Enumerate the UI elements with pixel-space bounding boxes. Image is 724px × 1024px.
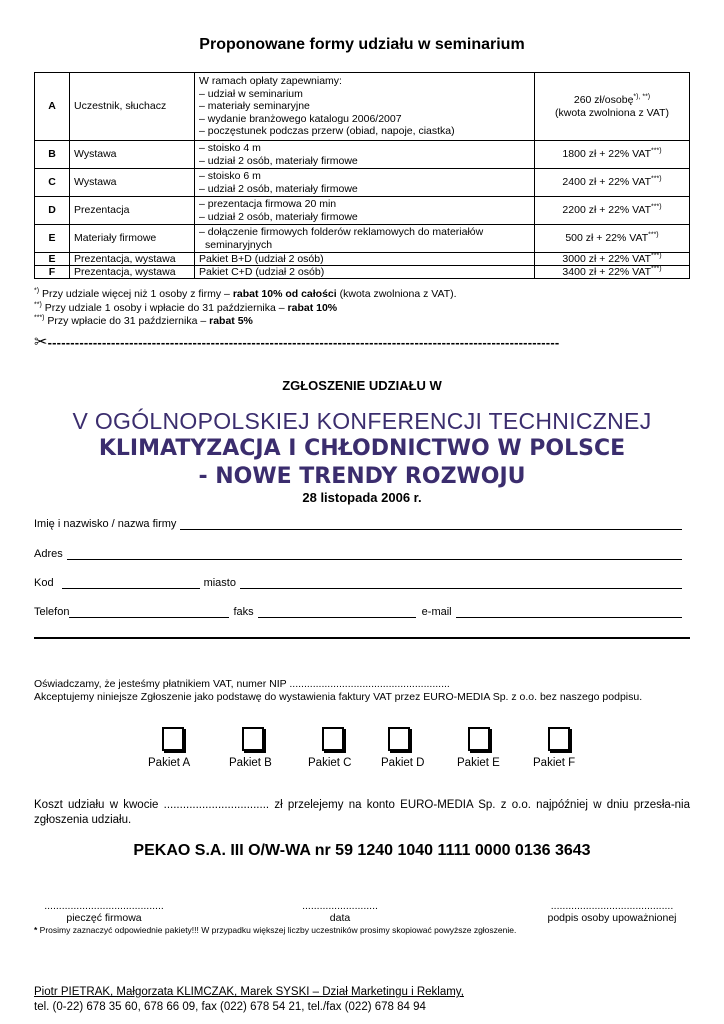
address-row — [34, 548, 686, 560]
offer-type: Prezentacja — [70, 197, 195, 225]
offer-type: Materiały firmowe — [70, 225, 195, 253]
offer-title: Proponowane formy udziału w seminarium — [199, 36, 525, 53]
offer-description — [195, 266, 535, 279]
description-line: – udział 2 osób, materiały firmowe — [199, 154, 358, 167]
offer-type: Prezentacja, wystawa — [70, 253, 195, 266]
package-checkbox[interactable] — [388, 727, 410, 751]
description-line: – udział 2 osób, materiały firmowe — [199, 210, 358, 223]
offer-description — [195, 253, 535, 266]
description-line: – stoisko 4 m — [199, 142, 261, 154]
package-label: Pakiet B — [229, 757, 272, 769]
description-line: – materiały seminaryjne — [199, 100, 310, 113]
note-1: *) Przy udziale więcej niż 1 osoby z firmy – rabat 10% od całości (kwota zwolniona z VAT). — [34, 287, 457, 300]
form-divider — [34, 637, 690, 639]
description-line: – poczęstunek podczas przerw (obiad, napoje, ciastka) — [199, 125, 455, 138]
offer-table — [34, 72, 690, 279]
description-line: – udział 2 osób, materiały firmowe — [199, 182, 358, 195]
discount-notes — [34, 288, 457, 329]
offer-row — [35, 197, 690, 225]
offer-price: 2400 zł + 22% VAT***) — [535, 169, 690, 197]
offer-row — [35, 169, 690, 197]
contact-names: Piotr PIETRAK, Małgorzata KLIMCZAK, Marek SYSKI – Dział Marketingu i Reklamy, — [34, 986, 464, 998]
description-line: W ramach opłaty zapewniamy: — [199, 75, 342, 88]
offer-row — [35, 141, 690, 169]
offer-row — [35, 73, 690, 141]
name-row — [34, 518, 686, 530]
description-line: – udział w seminarium — [199, 87, 303, 100]
conference-line-1: V OGÓLNOPOLSKIEJ KONFERENCJI TECHNICZNEJ — [72, 408, 652, 434]
declaration-line-1: Oświadczamy, że jesteśmy płatnikiem VAT, numer NIP ....................................................... — [34, 678, 450, 690]
offer-code: B — [35, 141, 70, 169]
offer-code: F — [35, 266, 70, 279]
date-label: data — [329, 912, 351, 924]
package-label: Pakiet C — [308, 757, 352, 769]
city-label: miasto — [203, 577, 236, 589]
package-checkbox[interactable] — [468, 727, 490, 751]
offer-price: 260 zł/osobę*), **) (kwota zwolniona z VAT) — [535, 73, 690, 141]
phone-label: Telefon — [34, 606, 70, 618]
note-3: ***) Przy wpłacie do 31 października – rabat 5% — [34, 314, 253, 327]
description-line: seminaryjnych — [205, 238, 273, 251]
offer-description — [195, 225, 535, 253]
description-line: Pakiet B+D (udział 2 osób) — [199, 252, 324, 265]
bank-account: PEKAO S.A. III O/W-WA nr 59 1240 1040 1111 0000 0136 3643 — [133, 842, 591, 859]
description-line: – prezentacja firmowa 20 min — [199, 198, 337, 210]
description-line: – wydanie branżowego katalogu 2006/2007 — [199, 112, 402, 125]
package-checkbox[interactable] — [162, 727, 184, 751]
note-2: **) Przy udziale 1 osoby i wpłacie do 31 października – rabat 10% — [34, 301, 338, 314]
zip-label: Kod — [34, 577, 54, 589]
declaration-line-2: Akceptujemy niniejsze Zgłoszenie jako podstawę do wystawienia faktury VAT przez EURO-MEDIA Sp. z o.o. bez naszego podpisu. — [34, 691, 643, 703]
address-label: Adres — [34, 548, 63, 560]
description-line: – stoisko 6 m — [199, 170, 261, 182]
offer-description — [195, 73, 535, 141]
offer-price: 3000 zł + 22% VAT***) — [535, 253, 690, 266]
offer-type: Wystawa — [70, 169, 195, 197]
declaration — [34, 678, 642, 704]
offer-type: Uczestnik, słuchacz — [70, 73, 195, 141]
scissors-icon: ✂ — [34, 334, 48, 351]
phone-row — [34, 606, 686, 618]
city-field[interactable] — [240, 578, 682, 589]
offer-price: 2200 zł + 22% VAT***) — [535, 197, 690, 225]
conference-line-3: - NOWE TRENDY ROZWOJU — [198, 464, 526, 489]
offer-type: Wystawa — [70, 141, 195, 169]
phone-field[interactable] — [69, 607, 229, 618]
name-field[interactable] — [180, 519, 682, 530]
cut-line — [34, 332, 559, 352]
offer-code: E — [35, 225, 70, 253]
stamp-label: pieczęć firmowa — [66, 912, 142, 924]
package-label: Pakiet A — [148, 757, 191, 769]
footnote: * Prosimy zaznaczyć odpowiednie pakiety!!! W przypadku większej liczby uczestników prosimy skopiować powyższe zgłoszenie. — [34, 925, 517, 935]
description-line: – dołączenie firmowych folderów reklamowych do materiałów — [199, 226, 484, 238]
contact-phones: tel. (0-22) 678 35 60, 678 66 09, fax (022) 678 54 21, tel./fax (022) 678 84 94 — [34, 1001, 426, 1013]
fax-label: faks — [233, 606, 254, 618]
package-checkbox[interactable] — [242, 727, 264, 751]
fax-field[interactable] — [258, 607, 416, 618]
cut-dashes: ----------------------------------------------------------------------------------------------------------------- — [47, 335, 560, 350]
offer-row — [35, 225, 690, 253]
offer-description — [195, 197, 535, 225]
email-field[interactable] — [456, 607, 682, 618]
cost-statement: Koszt udziału w kwocie ................................. zł przelejemy na konto EURO-MEDIA Sp. z o.o. najpóźniej w dniu przesła-nia zgłoszenia udziału. — [34, 799, 690, 826]
offer-code: A — [35, 73, 70, 141]
offer-code: E — [35, 253, 70, 266]
description-line: Pakiet C+D (udział 2 osób) — [199, 265, 325, 278]
zip-field[interactable] — [62, 578, 200, 589]
city-row — [34, 577, 686, 589]
offer-description — [195, 169, 535, 197]
offer-description — [195, 141, 535, 169]
contact-info — [34, 985, 464, 1015]
offer-type: Prezentacja, wystawa — [70, 266, 195, 279]
offer-price: 1800 zł + 22% VAT***) — [535, 141, 690, 169]
registration-heading: ZGŁOSZENIE UDZIAŁU W — [282, 378, 442, 393]
package-label: Pakiet F — [533, 757, 576, 769]
offer-code: C — [35, 169, 70, 197]
conference-line-2: KLIMATYZACJA I CHŁODNICTWO W POLSCE — [98, 436, 626, 461]
offer-row — [35, 253, 690, 266]
date-signature: .......................... data — [288, 900, 392, 924]
package-label: Pakiet D — [381, 757, 425, 769]
name-label: Imię i nazwisko / nazwa firmy — [34, 518, 177, 530]
stamp-signature: ......................................... pieczęć firmowa — [34, 900, 174, 924]
authorized-label: podpis osoby upoważnionej — [547, 912, 677, 924]
conference-date: 28 listopada 2006 r. — [302, 490, 422, 505]
offer-price: 500 zł + 22% VAT***) — [535, 225, 690, 253]
package-checkbox[interactable] — [548, 727, 570, 751]
offer-code: D — [35, 197, 70, 225]
offer-row — [35, 266, 690, 279]
package-label: Pakiet E — [457, 757, 500, 769]
authorized-signature: .......................................... podpis osoby upoważnionej — [536, 900, 688, 924]
address-field[interactable] — [67, 549, 682, 560]
offer-price: 3400 zł + 22% VAT***) — [535, 266, 690, 279]
package-checkbox[interactable] — [322, 727, 344, 751]
email-label: e-mail — [421, 606, 452, 618]
